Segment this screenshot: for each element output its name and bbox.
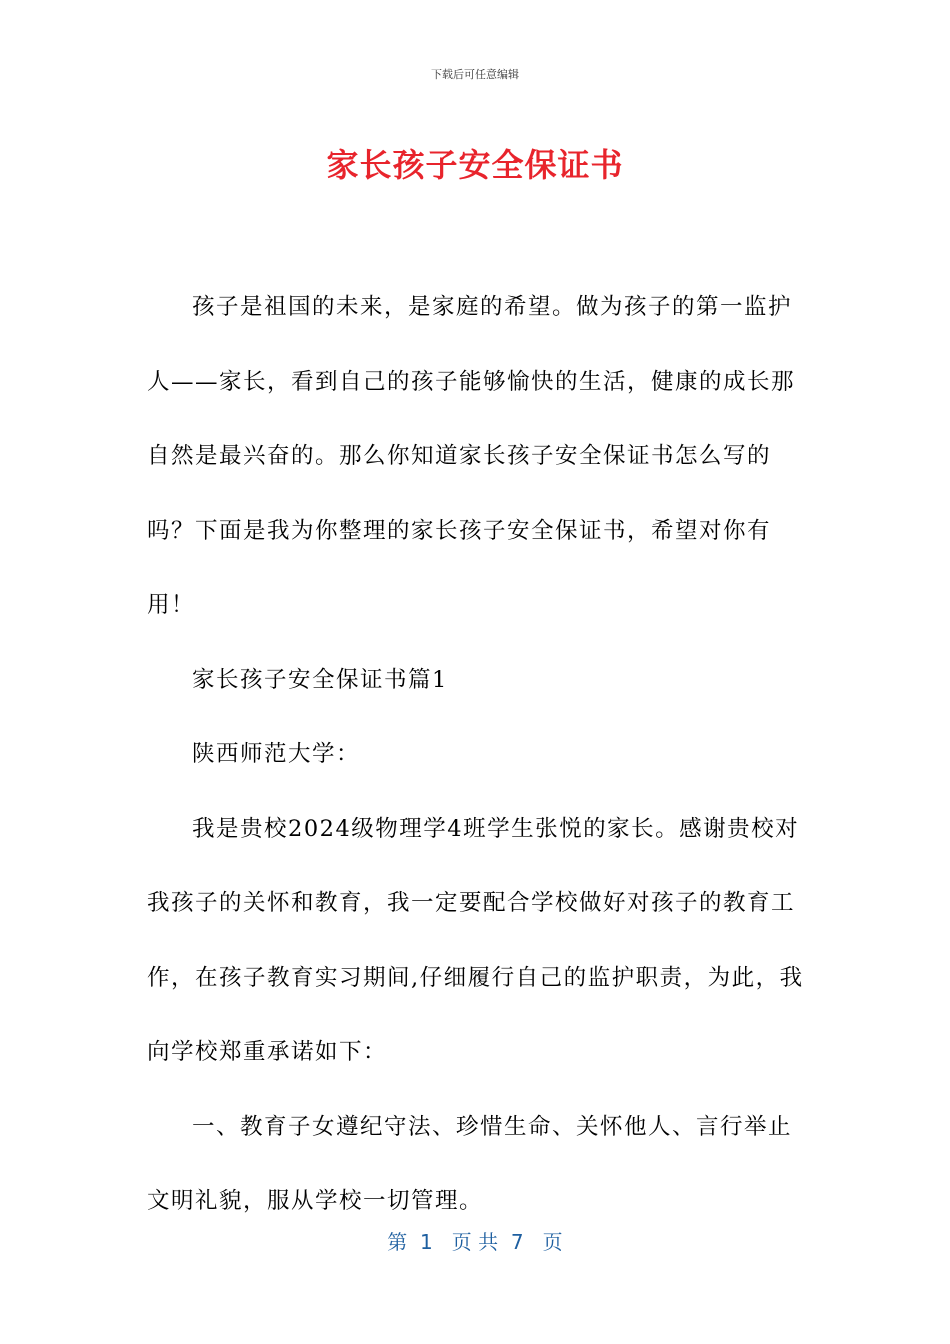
header-note: 下载后可任意编辑	[431, 68, 519, 81]
intro-paragraph: 孩子是祖国的未来，是家庭的希望。做为孩子的第一监护人——家长，看到自己的孩子能够愉快的生活，健康的成长那自然是最兴奋的。那么你知道家长孩子安全保证书怎么写的吗？下面是我为你整理的家长孩子安全保证书，希望对你有用！	[147, 294, 796, 618]
salutation: 陕西师范大学：	[192, 741, 361, 767]
document-body	[147, 270, 807, 1239]
document-title: 家长孩子安全保证书	[326, 146, 624, 184]
pledge-item-1: 一、教育子女遵纪守法、珍惜生命、关怀他人、言行举止文明礼貌，服从学校一切管理。	[147, 1113, 793, 1214]
section-heading: 家长孩子安全保证书篇1	[192, 666, 448, 693]
statement-paragraph: 我是贵校2024级物理学4班学生张悦的家长。感谢贵校对我孩子的关怀和教育，我一定要配合学校做好对孩子的教育工作，在孩子教育实习期间,仔细履行自己的监护职责，为此，我向学校郑重承诺如下：	[147, 815, 804, 1065]
page-number: 第 1 页 共 7 页	[387, 1230, 563, 1254]
